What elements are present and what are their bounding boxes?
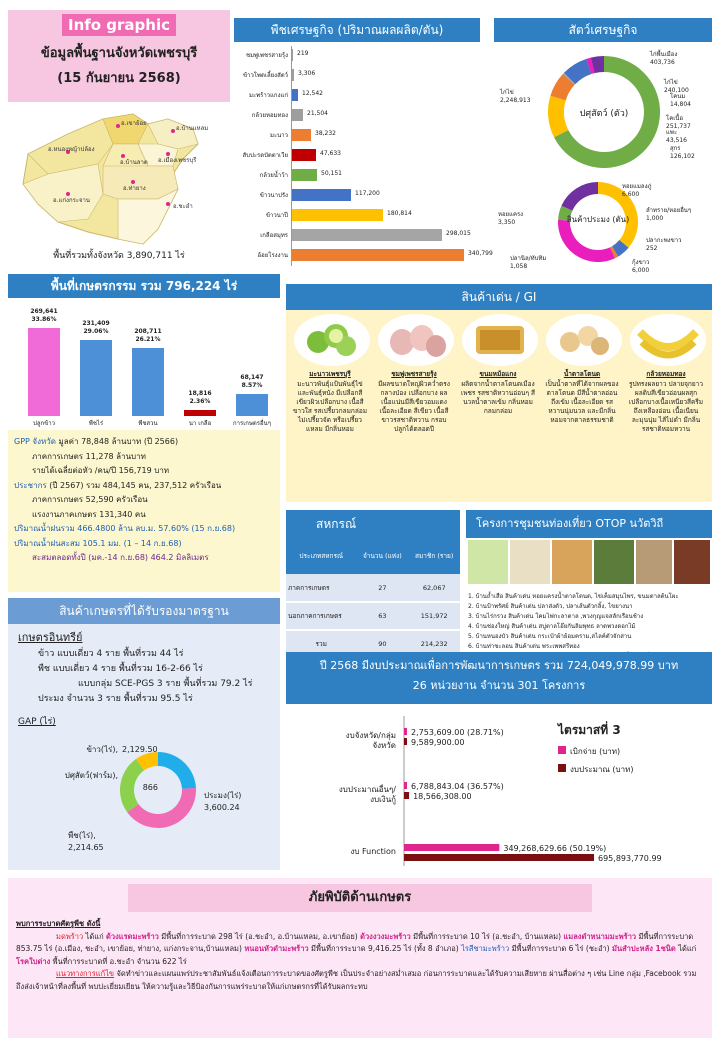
crop-bar [292, 169, 317, 181]
solution-body: จัดทำข่าวและแผนแพร่ประชาสัมพันธ์แจ้งเตือนการระบาดของศัตรูพืช เป็นประจำอย่างสม่ำเสมอ ก่อนการระบาดและได้รับความเสียหาย ผ่านสื่อต่าง ๆ เช่น Line กลุ่ม ,Facebook รวมถึงส่งเจ้าหน้าที่ลงพื้นที่ พบปะเยี่ยมเยียน ให้ความรู้และวิธีป้องกันการแพร่ระบาดให้แก่เกษตรกรที่ได้รับผลกระทบ [16, 969, 697, 991]
budget-group-name: จังหวัด [372, 741, 396, 750]
product-title: ขนมหม้อแกง [479, 370, 517, 378]
otop-panel [466, 510, 712, 674]
solution-text [16, 968, 704, 993]
crop-row [234, 226, 488, 244]
product-title: กล้วยหอมทอง [646, 370, 686, 378]
products-panel [286, 284, 712, 502]
product-desc: เป็นน้ำตาลที่ได้จากผลของตาลโตนด มีสีน้ำตาลอ่อนถึงเข้ม เนื้อละเอียด รสหวานนุ่มนวล และมีกลิ่นหอมจากตาลธรรมชาติ [545, 380, 619, 424]
crop-value: 3,306 [298, 70, 316, 77]
text: พื้นที่การระบาดที่ อ.ชะอำ จำนวน 622 ไร่ [52, 956, 187, 966]
fishery-value: 1,058 [510, 263, 528, 270]
legend-budget: งบประมาณ (บาท) [570, 765, 634, 774]
coop-cell: 27 [356, 574, 408, 602]
agri-area-panel [8, 274, 280, 426]
livestock-label: โคนม [670, 93, 686, 100]
budget-budget-value: 695,893,770.99 [598, 854, 662, 863]
budget-spent-value: 349,268,629.66 (50.19%) [503, 844, 607, 853]
text: มีพื้นที่การระบาด 6 ไร่ (ชะอำ) [511, 944, 610, 953]
budget-spent-value: 2,753,609.00 (28.71%) [411, 728, 504, 737]
crop-bar [292, 189, 351, 201]
gpp-label: GPP จังหวัด [14, 437, 56, 446]
coop-cell: นอกภาคการเกษตร [286, 602, 356, 630]
fishery-value: 252 [646, 245, 658, 252]
district-label: อ.แก่งกระจาน [53, 197, 91, 204]
dessert-image [462, 314, 538, 366]
crop-row [234, 86, 488, 104]
pop-label: ประชากร [14, 480, 47, 490]
livestock-panel [494, 18, 712, 274]
pest-cassava: มันสำปะหลัง 1ชนิด [612, 944, 676, 953]
donut-slice [561, 182, 598, 211]
product-card [544, 370, 620, 425]
title-badge: Info graphic [62, 14, 176, 36]
income: รายได้เฉลี่ยต่อหัว /คน/ปี 156,719 บาท [32, 466, 170, 475]
text: ได้แก่ [85, 931, 104, 941]
agri-bar [132, 348, 164, 416]
fishery-label: ลำทราย/หอยอื่นๆ [646, 207, 692, 214]
gpp-row [14, 435, 274, 450]
fishery-center: สินค้าประมง (ตัน) [566, 215, 630, 224]
coop-col: สมาชิก (ราย) [408, 538, 460, 574]
gap-donut [8, 728, 280, 868]
cert-list [8, 624, 280, 736]
budget-bar-budget [404, 738, 407, 745]
agri-value: 231,409 [82, 320, 110, 327]
crop-row [234, 126, 488, 144]
crop-label: มะนาว [269, 132, 288, 139]
coop-col: ประเภทสหกรณ์ [286, 538, 356, 574]
crop-bar [292, 69, 294, 81]
pest-rhino-beetle: ด้วงแรดมะพร้าว [106, 931, 159, 941]
table-row [286, 602, 460, 630]
budget-group-name: งบประมาณอื่นๆ/ [338, 785, 396, 794]
crop-row [234, 106, 488, 124]
fishery-value: 6,600 [622, 191, 640, 198]
product-desc: รูปทรงผลยาว ปลายจุกยาวผลดิบสีเขียวอ่อนผลสุกเปลือกบางเนื้อเหนียวสีครีมถึงเหลืองอ่อน เนื้อเนียนละมุนนุ่ม ไส้ไม่ดำ มีกลิ่นรสชาติหอมหวาน [628, 380, 704, 433]
budget-bar-spent [404, 844, 499, 851]
crop-value: 117,200 [355, 190, 380, 197]
livestock-label: ไก่พื้นเมือง [650, 51, 678, 58]
rain-accum: ปริมาณน้ำฝนสะสม 105.1 มม. (1 – 14 ก.ย.68) [14, 538, 182, 548]
agri-label: พืชสวน [138, 420, 158, 427]
crop-row [234, 66, 488, 84]
crop-bar [292, 49, 293, 61]
map-svg [8, 104, 230, 252]
coop-cell: 63 [356, 602, 408, 630]
organic-label: เกษตรอินทรีย์ [18, 631, 83, 644]
crop-value: 12,542 [302, 90, 323, 97]
gpp-value: มูลค่า 78,848 ล้านบาท (ปี 2566) [58, 437, 179, 446]
province-map [8, 104, 230, 264]
crop-label: ข้าวโพดเลี้ยงสัตว์ [242, 72, 288, 79]
list-item: 6. บ้านท่าชะลอน สินค้าเด่น พระเพพสรีทอง [468, 643, 580, 650]
agri-value: 68,147 [240, 374, 264, 381]
crop-value: 340,799 [468, 250, 493, 257]
title-line1: ข้อมูลพื้นฐานจังหวัดเพชรบุรี [40, 46, 198, 61]
list-item: 4. บ้านช่องใหญ่ สินค้าเด่น สบู่ตาลโอ๊ยกันลิมพุทธ ลาดพวงดอกไม้ [468, 623, 636, 630]
disaster-body [8, 912, 712, 999]
district-label: อ.หนองหญ้าปล้อง [48, 146, 95, 153]
budget-line2: 26 หน่วยงาน จำนวน 301 โครงการ [412, 679, 586, 692]
crop-bar [292, 109, 303, 121]
title-box [8, 10, 230, 102]
product-title: ชมพู่เพชรสายรุ้ง [391, 370, 437, 378]
organic-rice: ข้าว แบบเดี่ยว 4 ราย พื้นที่รวม 44 ไร่ [38, 649, 184, 659]
disaster-sub: พบการระบาดศัตรูพืช ดังนี้ [16, 919, 101, 928]
crops-header: พืชเศรษฐกิจ (ปริมาณผลผลิต/ตัน) [234, 18, 480, 42]
agri-households: ภาคการเกษตร 52,590 ครัวเรือน [32, 495, 148, 504]
fishery-label: ปลากะพงขาว [646, 237, 682, 244]
fishery-label: หอยแมลงภู่ [622, 183, 652, 190]
crop-label: ข้าวนาปี [265, 212, 288, 219]
district-label: อ.ชะอำ [173, 203, 193, 210]
livestock-value: 2,248,913 [500, 97, 531, 104]
products-header: สินค้าเด่น / GI [286, 284, 712, 310]
crop-row [234, 166, 488, 184]
otop-pictures [466, 538, 712, 586]
product-desc: มะนาวพันธุ์แป้นพันธุ์ไข่ และพันธุ์หนัง มีเปลือกสีเขียวผิวเปลือกบาง เนื้อสีขาวใส รสเปรี้ยวกลมกล่อม ไม่เปรี้ยวจัด หรือเปรี้ยวแหลม มีกลิ่นหอม [292, 380, 368, 433]
budget-spent-value: 6,788,843.04 (36.57%) [411, 782, 504, 791]
donut-slice [558, 220, 615, 262]
rose-apple-image [378, 314, 454, 366]
product-card [628, 370, 704, 434]
coop-cell: 90 [356, 630, 408, 658]
crop-value: 38,232 [315, 130, 336, 137]
pest-weevil: ด้วงงวงมะพร้าว [360, 931, 411, 941]
pest-coconut: มดพร้าว [56, 931, 84, 941]
gap-donut-group [120, 752, 196, 828]
district-label: อ.บ้านลาด [120, 159, 148, 166]
product-pictures [290, 312, 708, 368]
district-label: อ.เขาย้อย [121, 120, 147, 127]
agri-bar [80, 340, 112, 416]
gap-label: พืช(ไร่), [68, 831, 96, 840]
budget-panel [286, 652, 712, 872]
rain-year: สะสมตลอดทั้งปี (มค.-14 ก.ย.68) 464.2 มิลลิเมตร [32, 553, 209, 562]
gap-label: ข้าว(ไร่), [86, 745, 118, 754]
fishery-value: 3,350 [498, 219, 516, 226]
livestock-donuts [494, 42, 712, 274]
agri-area-bar-chart [8, 298, 280, 427]
gap-slice [158, 752, 196, 789]
coop-cell: 62,067 [408, 574, 460, 602]
crop-bar [292, 89, 298, 101]
crop-label: สับปะรดบัตตาเวีย [242, 152, 288, 159]
livestock-label: โคเนื้อ [666, 115, 683, 122]
pest-hispid: แมลงดำหนามมะพร้าว [563, 931, 637, 941]
coop-cell: 214,232 [408, 630, 460, 658]
budget-group-name: งบเงินกู้ [370, 795, 396, 804]
crop-row [234, 146, 488, 164]
livestock-label: ไก่ไข่ [664, 79, 678, 86]
gap-value: 866 [142, 783, 158, 792]
product-desc: มีผลขนาดใหญ่ผิวคว่ำตรงกลางป่อง เปลือกบาง ผลเนื้อแน่นมีสีเขียวอมแดง เนื้อละเอียด สีเขียว เนื้อสีขาวรสชาติหวาน กรอบ ปลูกได้ตลอดปี [378, 380, 450, 433]
donut-slice [548, 96, 568, 137]
coop-table [286, 538, 460, 659]
rain-total: ปริมาณน้ำฝนรวม 466.4800 ล้าน ลบ.ม. 57.60% (15 ก.ย.68) [14, 524, 236, 533]
crop-bar [292, 149, 316, 161]
disaster-panel [8, 878, 712, 1038]
budget-header [286, 652, 712, 704]
pest-black-head: หนอนหัวดำมะพร้าว [244, 944, 309, 953]
livestock-label: สุกร [670, 145, 681, 152]
solution-label: แนวทางการแก้ไข [56, 969, 115, 978]
agri-bar [28, 328, 60, 416]
coop-cell: 151,972 [408, 602, 460, 630]
budget-budget-value: 18,566,308.00 [413, 792, 472, 801]
text: มีพื้นที่การระบาด 9,416.25 ไร่ (ทั้ง 8 อำเภอ) [311, 944, 459, 953]
crops-panel [234, 18, 493, 268]
crop-value: 21,504 [307, 110, 328, 117]
title-line2: (15 กันยายน 2568) [57, 71, 181, 86]
crop-value: 47,633 [320, 150, 341, 157]
agri-pct: 33.86% [31, 316, 57, 323]
list-item: 1. บ้านถ้ำเสือ สินค้าเด่น หอยแครงน้ำตาลโตนด, ไข่เค็มสมุนไพร, ขนมตาลต้นโผะ [468, 593, 679, 600]
agri-value: 18,816 [188, 390, 212, 397]
legend-swatch [558, 764, 566, 772]
quarter-label: ไตรมาสที่ 3 [558, 723, 621, 737]
gap-slice [127, 788, 196, 828]
agri-pct: 26.21% [135, 336, 161, 343]
organic-fishery: ประมง จำนวน 3 ราย พื้นที่รวม 95.5 ไร่ [38, 694, 193, 704]
crop-label: อ้อยโรงงาน [257, 252, 288, 259]
product-title: น้ำตาลโตนด [563, 370, 601, 378]
fishery-label: กุ้งขาว [632, 259, 650, 266]
coop-header: สหกรณ์ [286, 510, 460, 538]
district-label: อ.เมืองเพชรบุรี [158, 157, 197, 164]
legend-spent: เบิกจ่าย (บาท) [570, 747, 621, 756]
crop-row [234, 46, 488, 64]
agri-label: นา เกลือ [188, 420, 212, 427]
crop-row [234, 246, 493, 264]
gap-value: 2,129.50 [122, 745, 158, 754]
coop-cell: ภาคการเกษตร [286, 574, 356, 602]
text: มีพื้นที่การระบาด 853.75 ไร่ (อ.เมือง, ชะอำ, เขาย้อย, ท่ายาง, แก่งกระจาน,บ้านแหลม) [16, 931, 694, 953]
list-item: 3. บ้านไร่กรวง สินค้าเด่น โคมไฟกะลาตาล ,พวงกุญแจสลักเรือนช้าง [468, 613, 644, 620]
budget-bar-spent [404, 782, 407, 789]
crop-label: เกลือสมุทร [260, 232, 288, 239]
livestock-center: ปศุสัตว์ (ตัว) [579, 109, 629, 119]
pop-value: (ปี 2567) รวม 484,145 คน, 237,512 ครัวเรือน [49, 480, 222, 490]
pest-mite: ไรสีชามะพร้าว [461, 944, 510, 953]
text: ได้แก่ [678, 944, 697, 953]
disaster-header: ภัยพิบัติด้านเกษตร [128, 884, 592, 912]
palm-sugar-image [546, 314, 622, 366]
organic-group: แบบกลุ่ม SCE-PGS 3 ราย พื้นที่รวม 79.2 ไร่ [78, 679, 253, 689]
gpp-agri: ภาคการเกษตร 11,278 ล้านบาท [32, 451, 146, 461]
text: มีพื้นที่การระบาด 10 ไร่ (อ.ชะอำ, บ้านแหลม) [413, 931, 562, 941]
gap-label: ประมง(ไร่) [204, 791, 242, 800]
crop-label: ข้าวนาปรัง [259, 192, 288, 199]
text: มีพื้นที่การระบาด 298 ไร่ (อ.ชะอำ, อ.บ้านแหลม, อ.เขาย้อย) [161, 931, 358, 941]
table-row [286, 574, 460, 602]
agri-pct: 8.57% [241, 382, 263, 389]
gap-slice [120, 759, 144, 812]
cert-panel [8, 598, 280, 870]
gap-label: ปศุสัตว์(ฟาร์ม), [64, 771, 118, 780]
agri-value: 269,641 [30, 308, 58, 315]
livestock-value: 14,804 [670, 101, 691, 108]
product-title: มะนาวเพชรบุรี [309, 370, 351, 378]
agri-bar [236, 394, 268, 416]
agri-pct: 2.36% [189, 398, 211, 405]
pop-row [14, 479, 274, 494]
coop-panel [286, 510, 460, 674]
crop-label: กล้วยหอมทอง [251, 112, 288, 119]
livestock-value: 126,102 [670, 153, 695, 160]
coop-table-header [286, 538, 460, 574]
coop-cell: รวม [286, 630, 356, 658]
district-label: อ.บ้านแหลม [176, 125, 209, 132]
livestock-label: ไก่ไข่ [500, 89, 514, 96]
crop-axis [291, 46, 292, 266]
crop-value: 219 [297, 50, 309, 57]
crop-bar [292, 229, 442, 241]
budget-budget-value: 9,589,900.00 [411, 738, 465, 747]
agri-value: 208,711 [134, 328, 162, 335]
crop-bar [292, 209, 383, 221]
gap-label: GAP (ไร่) [18, 717, 56, 727]
budget-bar-budget [404, 792, 409, 799]
budget-chart [286, 704, 712, 872]
legend-swatch [558, 746, 566, 754]
gap-value: 2,214.65 [68, 843, 104, 852]
agri-bar [184, 410, 216, 416]
fishery-label: หอยแครง [498, 211, 524, 218]
fishery-value: 6,000 [632, 267, 650, 274]
livestock-value: 403,736 [650, 59, 675, 66]
fishery-value: 1,000 [646, 215, 664, 222]
agri-label: การเกษตรอื่นๆ [233, 420, 271, 427]
disaster-text [16, 931, 704, 969]
crop-bar [292, 249, 464, 261]
agri-label: พืชไร่ [88, 420, 104, 427]
agri-label: ปลูกข้าว [33, 420, 55, 427]
budget-bar-spent [404, 728, 407, 735]
crop-row [234, 206, 488, 224]
economy-panel [8, 430, 280, 592]
livestock-value: 240,100 [664, 87, 689, 94]
crop-bar [292, 129, 311, 141]
product-card [376, 370, 452, 434]
budget-bar-budget [404, 854, 594, 861]
budget-group-name: งบ Function [350, 847, 396, 856]
livestock-header: สัตว์เศรษฐกิจ [494, 18, 712, 42]
banana-image [630, 314, 706, 366]
district-label: อ.ท่ายาง [123, 185, 146, 192]
cert-header: สินค้าเกษตรที่ได้รับรองมาตรฐาน [8, 598, 280, 624]
pest-mosaic: โรคใบด่าง [16, 956, 51, 966]
budget-group-name: งบจังหวัด/กลุ่ม [345, 731, 396, 740]
crop-label: มะพร้าวแกงแก่ [248, 92, 288, 99]
organic-plant: พืช แบบเดี่ยว 4 ราย พื้นที่รวม 16-2-66 ไร่ [38, 664, 203, 674]
crop-row [234, 186, 488, 204]
products-images [290, 312, 708, 368]
agri-pct: 29.06% [83, 328, 109, 335]
list-item: 5. บ้านหนองบัว สินค้าเด่น กระเป๋าผ้าย้อมคราม,สไลค์ตัวจักสาน [468, 633, 632, 640]
crop-label: กล้วยน้ำว้า [259, 172, 288, 179]
crop-value: 50,151 [321, 170, 342, 177]
province-total-area: พื้นที่รวมทั้งจังหวัด 3,890,711 ไร่ [53, 251, 185, 261]
otop-header: โครงการชุมชนท่องเที่ยว OTOP นวัตวิถี [466, 510, 712, 538]
fishery-label: ปลานิล/ทับทิม [510, 255, 547, 262]
crop-value: 180,814 [387, 210, 412, 217]
gap-value: 3,600.24 [204, 803, 240, 812]
crop-value: 298,015 [446, 230, 471, 237]
livestock-value: 43,516 [666, 137, 687, 144]
product-card [292, 370, 368, 434]
crops-bar-chart [234, 46, 493, 266]
agri-labor: แรงงานภาคเกษตร 131,340 คน [32, 509, 146, 519]
product-desc: ผลิตจากน้ำตาลโตนดเมืองเพชร รสชาติหวานอ่อนๆ สีนวลน้ำตาลเข้ม กลิ่นหอม กลมกล่อม [460, 380, 536, 415]
product-card [460, 370, 536, 416]
livestock-label: แพะ [666, 129, 678, 136]
coop-col: จำนวน (แห่ง) [356, 538, 408, 574]
lime-image [294, 314, 370, 366]
budget-line1: ปี 2568 มีงบประมาณเพื่อการพัฒนาการเกษตร รวม 724,049,978.99 บาท [319, 659, 679, 672]
list-item: 2. บ้านป้าพรัศย์ สินค้าเด่น ปลาส่งตัว, ปลาเส้นตัวกลิ้ง, ไขยางนา [468, 603, 633, 610]
livestock-value: 251,737 [666, 123, 691, 130]
agri-area-header: พื้นที่เกษตรกรรม รวม 796,224 ไร่ [8, 274, 280, 298]
crop-label: ชมพู่เพชรสายรุ้ง [246, 52, 288, 59]
